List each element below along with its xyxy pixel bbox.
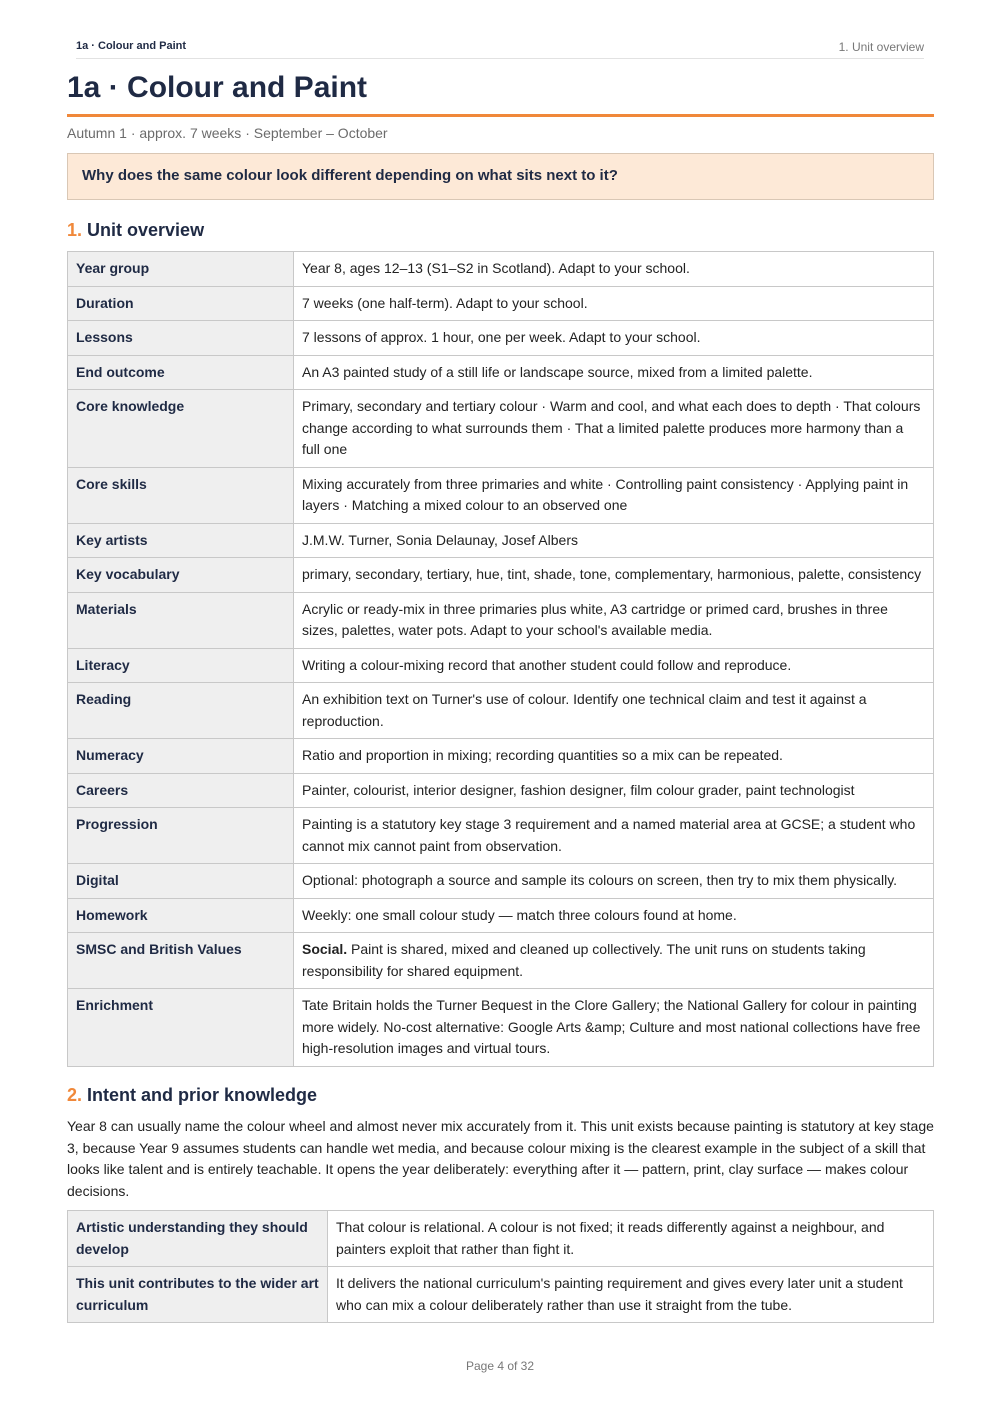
row-label: This unit contributes to the wider art curriculum [68,1267,328,1323]
row-value: Primary, secondary and tertiary colour · Warm and cool, and what each does to depth · That colours change according to what surrounds them · That a limited palette produces more harmony than a full one [294,390,934,468]
running-header-section: 1. Unit overview [838,40,924,54]
row-value: Weekly: one small colour study — match three colours found at home. [294,898,934,933]
row-value: An A3 painted study of a still life or landscape source, mixed from a limited palette. [294,355,934,390]
row-value: primary, secondary, tertiary, hue, tint, shade, tone, complementary, harmonious, palette, consistency [294,558,934,593]
table-row [68,864,934,899]
table-row [68,355,934,390]
table-row [68,773,934,808]
section-heading-intent [67,1085,317,1106]
table-row [68,592,934,648]
key-question-box [67,153,934,200]
table-row [68,321,934,356]
table-row [68,252,934,287]
row-value: Writing a colour-mixing record that another student could follow and reproduce. [294,648,934,683]
row-label: Literacy [68,648,294,683]
row-label: Progression [68,808,294,864]
row-label: Artistic understanding they should develop [68,1211,328,1267]
unit-overview-table [67,251,934,1067]
row-label: Careers [68,773,294,808]
table-row [68,808,934,864]
row-value: Tate Britain holds the Turner Bequest in the Clore Gallery; the National Gallery for colour in painting more widely. No-cost alternative: Google Arts &amp; Culture and most national collections have free high-resolution images and virtual tours. [294,989,934,1067]
row-value: Acrylic or ready-mix in three primaries plus white, A3 cartridge or primed card, brushes in three sizes, palettes, water pots. Adapt to your school's available media. [294,592,934,648]
intent-table [67,1210,934,1323]
row-label: Homework [68,898,294,933]
row-label: Digital [68,864,294,899]
row-value: Painter, colourist, interior designer, fashion designer, film colour grader, paint technologist [294,773,934,808]
row-value: J.M.W. Turner, Sonia Delaunay, Josef Albers [294,523,934,558]
row-label: SMSC and British Values [68,933,294,989]
row-label: Duration [68,286,294,321]
row-label: Key vocabulary [68,558,294,593]
table-row [68,286,934,321]
row-value: It delivers the national curriculum's painting requirement and gives every later unit a student who can mix a colour deliberately rather than use it straight from the tube. [328,1267,934,1323]
row-label: Lessons [68,321,294,356]
row-label: Core skills [68,467,294,523]
row-value: An exhibition text on Turner's use of colour. Identify one technical claim and test it against a reproduction. [294,683,934,739]
section-title: Unit overview [87,220,205,240]
row-label: End outcome [68,355,294,390]
running-header-unit: 1a · Colour and Paint [76,40,187,52]
row-label: Core knowledge [68,390,294,468]
intent-paragraph: Year 8 can usually name the colour wheel and almost never mix accurately from it. This unit exists because painting is statutory at key stage 3, because Year 9 assumes students can handle wet media, and because colour mixing is the clearest example in the subject of a skill that looks like talent and is entirely teachable. It opens the year deliberately: everything after it — pattern, print, clay surface — makes colour decisions. [67,1118,934,1199]
section-number: 1. [67,220,83,240]
table-row [68,1267,934,1323]
row-label: Materials [68,592,294,648]
section-heading-unit-overview [67,220,204,241]
table-row [68,390,934,468]
table-row [68,989,934,1067]
row-label: Key artists [68,523,294,558]
table-row [68,648,934,683]
table-row [68,898,934,933]
page-number: Page 4 of 32 [465,1359,535,1373]
row-value: Optional: photograph a source and sample its colours on screen, then try to mix them physically. [294,864,934,899]
table-row [68,467,934,523]
section-title: Intent and prior knowledge [87,1085,318,1105]
table-row [68,683,934,739]
section-number: 2. [67,1085,83,1105]
table-row [68,558,934,593]
row-value: Ratio and proportion in mixing; recording quantities so a mix can be repeated. [294,739,934,774]
running-header [76,38,924,59]
table-row [68,1211,934,1267]
row-value [294,933,934,989]
row-value: 7 lessons of approx. 1 hour, one per week. Adapt to your school. [294,321,934,356]
unit-timing: Autumn 1 · approx. 7 weeks · September – October [67,125,388,141]
row-label: Year group [68,252,294,287]
key-question: Why does the same colour look different depending on what sits next to it? [82,167,618,184]
row-value-emphasis: Social. [302,941,348,957]
page-title: 1a · Colour and Paint [67,71,368,104]
row-value: Mixing accurately from three primaries and white · Controlling paint consistency · Applying paint in layers · Matching a mixed colour to an observed one [294,467,934,523]
row-value: Year 8, ages 12–13 (S1–S2 in Scotland). Adapt to your school. [294,252,934,287]
row-value: 7 weeks (one half-term). Adapt to your school. [294,286,934,321]
row-value-text: Paint is shared, mixed and cleaned up collectively. The unit runs on students taking responsibility for shared equipment. [302,941,866,979]
row-value: Painting is a statutory key stage 3 requirement and a named material area at GCSE; a student who cannot mix cannot paint from observation. [294,808,934,864]
row-label: Enrichment [68,989,294,1067]
row-label: Numeracy [68,739,294,774]
title-divider [67,114,934,117]
row-label: Reading [68,683,294,739]
table-row [68,933,934,989]
table-row [68,523,934,558]
row-value: That colour is relational. A colour is not fixed; it reads differently against a neighbour, and painters exploit that rather than fight it. [328,1211,934,1267]
table-row [68,739,934,774]
